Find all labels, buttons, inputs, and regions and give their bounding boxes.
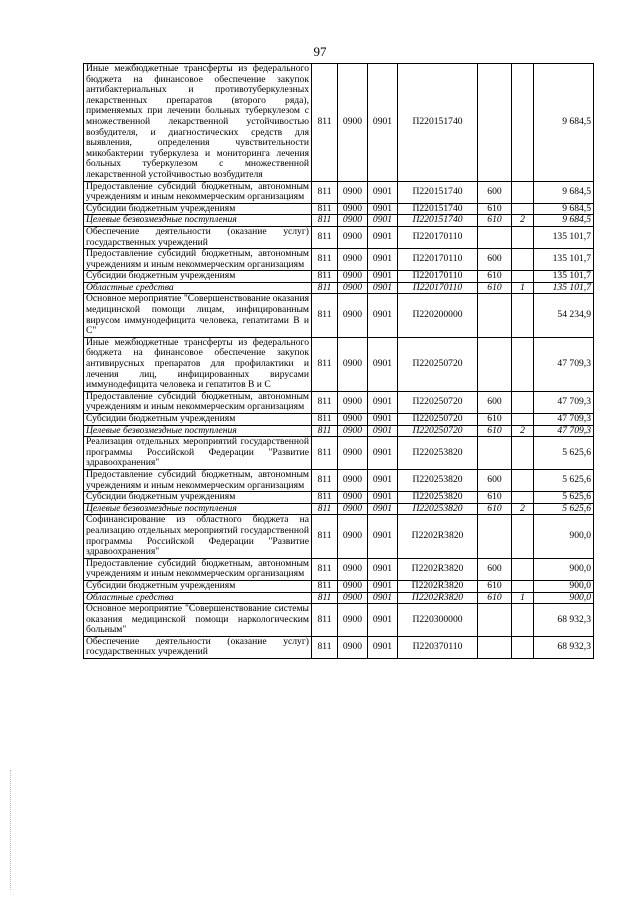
target-article: П220250720 <box>398 425 478 437</box>
subsection-code: 0901 <box>368 337 398 391</box>
amount: 900,0 <box>534 592 594 604</box>
ministry-code: 811 <box>312 337 338 391</box>
subsection-code: 0901 <box>368 215 398 227</box>
target-article: П2202R3820 <box>398 592 478 604</box>
subsection-code: 0901 <box>368 391 398 413</box>
table-body <box>84 64 594 659</box>
expense-type <box>478 604 512 637</box>
subsection-code: 0901 <box>368 181 398 203</box>
subsection-code: 0901 <box>368 515 398 558</box>
ministry-code: 811 <box>312 282 338 294</box>
expense-type: 610 <box>478 580 512 592</box>
table-row <box>84 181 594 203</box>
table-row <box>84 558 594 580</box>
section-code: 0900 <box>338 636 368 658</box>
funding-source <box>512 391 534 413</box>
page-number: 97 <box>313 44 327 59</box>
target-article: П220253820 <box>398 503 478 515</box>
ministry-code: 811 <box>312 271 338 283</box>
expense-type <box>478 337 512 391</box>
funding-source <box>512 604 534 637</box>
amount: 68 932,3 <box>534 636 594 658</box>
ministry-code: 811 <box>312 558 338 580</box>
ministry-code: 811 <box>312 215 338 227</box>
expense-type: 600 <box>478 249 512 271</box>
target-article: П220200000 <box>398 294 478 337</box>
amount: 900,0 <box>534 558 594 580</box>
ministry-code: 811 <box>312 294 338 337</box>
amount: 135 101,7 <box>534 226 594 248</box>
table-row <box>84 592 594 604</box>
table-row <box>84 437 594 470</box>
ministry-code: 811 <box>312 469 338 491</box>
amount: 54 234,9 <box>534 294 594 337</box>
subsection-code: 0901 <box>368 437 398 470</box>
section-code: 0900 <box>338 203 368 215</box>
table-row <box>84 636 594 658</box>
target-article: П220170110 <box>398 271 478 283</box>
ministry-code: 811 <box>312 592 338 604</box>
funding-source <box>512 492 534 504</box>
subsection-code: 0901 <box>368 503 398 515</box>
expense-type: 600 <box>478 391 512 413</box>
amount: 47 709,3 <box>534 425 594 437</box>
row-name: Областные средства <box>84 282 312 294</box>
table-row <box>84 226 594 248</box>
subsection-code: 0901 <box>368 203 398 215</box>
section-code: 0900 <box>338 558 368 580</box>
section-code: 0900 <box>338 181 368 203</box>
funding-source <box>512 337 534 391</box>
row-name: Предоставление субсидий бюджетным, автономным учреждениям и иным некоммерческим организациям <box>84 558 312 580</box>
expense-type <box>478 64 512 182</box>
funding-source <box>512 271 534 283</box>
section-code: 0900 <box>338 391 368 413</box>
target-article: П220151740 <box>398 215 478 227</box>
row-name: Субсидии бюджетным учреждениям <box>84 271 312 283</box>
row-name: Реализация отдельных мероприятий государственной программы Российской Федерации "Развитие здравоохранения" <box>84 437 312 470</box>
funding-source <box>512 636 534 658</box>
table-row <box>84 425 594 437</box>
target-article: П220151740 <box>398 181 478 203</box>
funding-source <box>512 226 534 248</box>
row-name: Субсидии бюджетным учреждениям <box>84 580 312 592</box>
expense-type <box>478 226 512 248</box>
funding-source: 2 <box>512 215 534 227</box>
row-name: Областные средства <box>84 592 312 604</box>
funding-source <box>512 294 534 337</box>
funding-source <box>512 249 534 271</box>
funding-source <box>512 181 534 203</box>
table-row <box>84 271 594 283</box>
table-row <box>84 414 594 426</box>
table-row <box>84 580 594 592</box>
amount: 9 684,5 <box>534 203 594 215</box>
amount: 135 101,7 <box>534 282 594 294</box>
ministry-code: 811 <box>312 391 338 413</box>
target-article: П220170110 <box>398 226 478 248</box>
funding-source <box>512 469 534 491</box>
ministry-code: 811 <box>312 64 338 182</box>
section-code: 0900 <box>338 271 368 283</box>
budget-table <box>83 63 594 659</box>
row-name: Целевые безвозмездные поступления <box>84 425 312 437</box>
table-row <box>84 604 594 637</box>
amount: 9 684,5 <box>534 181 594 203</box>
target-article: П220250720 <box>398 414 478 426</box>
subsection-code: 0901 <box>368 282 398 294</box>
row-name: Софинансирование из областного бюджета на реализацию отдельных мероприятий государственной программы Российской Федерации "Развитие здравоохранения" <box>84 515 312 558</box>
expense-type <box>478 294 512 337</box>
row-name: Субсидии бюджетным учреждениям <box>84 414 312 426</box>
section-code: 0900 <box>338 282 368 294</box>
subsection-code: 0901 <box>368 425 398 437</box>
row-name: Субсидии бюджетным учреждениям <box>84 203 312 215</box>
target-article: П2202R3820 <box>398 558 478 580</box>
amount: 5 625,6 <box>534 492 594 504</box>
target-article: П220170110 <box>398 249 478 271</box>
target-article: П220151740 <box>398 203 478 215</box>
funding-source: 1 <box>512 282 534 294</box>
amount: 9 684,5 <box>534 64 594 182</box>
funding-source: 2 <box>512 503 534 515</box>
funding-source: 1 <box>512 592 534 604</box>
section-code: 0900 <box>338 215 368 227</box>
section-code: 0900 <box>338 503 368 515</box>
expense-type: 610 <box>478 271 512 283</box>
expense-type: 600 <box>478 469 512 491</box>
subsection-code: 0901 <box>368 580 398 592</box>
subsection-code: 0901 <box>368 469 398 491</box>
table-row <box>84 215 594 227</box>
funding-source <box>512 203 534 215</box>
row-name: Основное мероприятие "Совершенствование оказания медицинской помощи лицам, инфицированным вирусом иммунодефицита человека, гепатитами В и С" <box>84 294 312 337</box>
amount: 5 625,6 <box>534 503 594 515</box>
ministry-code: 811 <box>312 604 338 637</box>
amount: 47 709,3 <box>534 391 594 413</box>
expense-type <box>478 636 512 658</box>
target-article: П2202R3820 <box>398 580 478 592</box>
section-code: 0900 <box>338 604 368 637</box>
table-row <box>84 469 594 491</box>
row-name: Целевые безвозмездные поступления <box>84 503 312 515</box>
row-name: Иные межбюджетные трансферты из федерального бюджета на финансовое обеспечение закупок антивирусных препаратов для профилактики и лечения лиц, инфицированных вирусами иммунодефицита человека и гепатитов В и С <box>84 337 312 391</box>
ministry-code: 811 <box>312 249 338 271</box>
target-article: П220370110 <box>398 636 478 658</box>
row-name: Предоставление субсидий бюджетным, автономным учреждениям и иным некоммерческим организациям <box>84 249 312 271</box>
funding-source <box>512 558 534 580</box>
subsection-code: 0901 <box>368 592 398 604</box>
section-code: 0900 <box>338 414 368 426</box>
expense-type: 610 <box>478 414 512 426</box>
target-article: П220253820 <box>398 469 478 491</box>
table-row <box>84 492 594 504</box>
target-article: П2202R3820 <box>398 515 478 558</box>
subsection-code: 0901 <box>368 249 398 271</box>
ministry-code: 811 <box>312 425 338 437</box>
target-article: П220151740 <box>398 64 478 182</box>
table-row <box>84 282 594 294</box>
row-name: Предоставление субсидий бюджетным, автономным учреждениям и иным некоммерческим организациям <box>84 181 312 203</box>
row-name: Иные межбюджетные трансферты из федерального бюджета на финансовое обеспечение закупок антибактериальных и противотуберкулезных лекарственных препаратов (второго ряда), применяемых при лечении больных туберкулезом с множественной лекарственной устойчивостью возбудителя, и диагностических средств для выявления, определения чувствительности микобактерии туберкулеза и мониторинга лечения больных туберкулезом с множественной лекарственной устойчивостью возбудителя <box>84 64 312 182</box>
funding-source <box>512 580 534 592</box>
row-name: Предоставление субсидий бюджетным, автономным учреждениям и иным некоммерческим организациям <box>84 469 312 491</box>
subsection-code: 0901 <box>368 414 398 426</box>
ministry-code: 811 <box>312 515 338 558</box>
ministry-code: 811 <box>312 503 338 515</box>
amount: 68 932,3 <box>534 604 594 637</box>
amount: 135 101,7 <box>534 271 594 283</box>
target-article: П220250720 <box>398 337 478 391</box>
table-row <box>84 294 594 337</box>
row-name: Предоставление субсидий бюджетным, автономным учреждениям и иным некоммерческим организациям <box>84 391 312 413</box>
subsection-code: 0901 <box>368 226 398 248</box>
amount: 135 101,7 <box>534 249 594 271</box>
table-row <box>84 64 594 182</box>
row-name: Целевые безвозмездные поступления <box>84 215 312 227</box>
subsection-code: 0901 <box>368 492 398 504</box>
table-row <box>84 503 594 515</box>
section-code: 0900 <box>338 437 368 470</box>
amount: 47 709,3 <box>534 414 594 426</box>
section-code: 0900 <box>338 580 368 592</box>
subsection-code: 0901 <box>368 604 398 637</box>
funding-source <box>512 437 534 470</box>
section-code: 0900 <box>338 249 368 271</box>
table-row <box>84 249 594 271</box>
expense-type: 610 <box>478 492 512 504</box>
ministry-code: 811 <box>312 226 338 248</box>
row-name: Обеспечение деятельности (оказание услуг) государственных учреждений <box>84 636 312 658</box>
subsection-code: 0901 <box>368 636 398 658</box>
amount: 900,0 <box>534 580 594 592</box>
section-code: 0900 <box>338 226 368 248</box>
target-article: П220253820 <box>398 492 478 504</box>
expense-type <box>478 437 512 470</box>
table-row <box>84 337 594 391</box>
funding-source <box>512 414 534 426</box>
section-code: 0900 <box>338 425 368 437</box>
amount: 5 625,6 <box>534 469 594 491</box>
row-name: Обеспечение деятельности (оказание услуг) государственных учреждений <box>84 226 312 248</box>
target-article: П220250720 <box>398 391 478 413</box>
expense-type: 610 <box>478 203 512 215</box>
subsection-code: 0901 <box>368 558 398 580</box>
expense-type: 610 <box>478 425 512 437</box>
target-article: П220253820 <box>398 437 478 470</box>
ministry-code: 811 <box>312 636 338 658</box>
expense-type: 600 <box>478 181 512 203</box>
funding-source: 2 <box>512 425 534 437</box>
section-code: 0900 <box>338 64 368 182</box>
ministry-code: 811 <box>312 437 338 470</box>
row-name: Основное мероприятие "Совершенствование системы оказания медицинской помощи наркологическим больным" <box>84 604 312 637</box>
margin-mark <box>10 770 12 890</box>
expense-type: 610 <box>478 282 512 294</box>
expense-type: 610 <box>478 503 512 515</box>
subsection-code: 0901 <box>368 271 398 283</box>
ministry-code: 811 <box>312 414 338 426</box>
amount: 47 709,3 <box>534 337 594 391</box>
amount: 9 684,5 <box>534 215 594 227</box>
funding-source <box>512 515 534 558</box>
expense-type <box>478 515 512 558</box>
ministry-code: 811 <box>312 492 338 504</box>
section-code: 0900 <box>338 337 368 391</box>
funding-source <box>512 64 534 182</box>
expense-type: 610 <box>478 215 512 227</box>
section-code: 0900 <box>338 592 368 604</box>
expense-type: 600 <box>478 558 512 580</box>
table-row <box>84 391 594 413</box>
amount: 900,0 <box>534 515 594 558</box>
target-article: П220300000 <box>398 604 478 637</box>
section-code: 0900 <box>338 469 368 491</box>
section-code: 0900 <box>338 294 368 337</box>
target-article: П220170110 <box>398 282 478 294</box>
table-row <box>84 515 594 558</box>
subsection-code: 0901 <box>368 64 398 182</box>
amount: 5 625,6 <box>534 437 594 470</box>
ministry-code: 811 <box>312 203 338 215</box>
section-code: 0900 <box>338 515 368 558</box>
section-code: 0900 <box>338 492 368 504</box>
ministry-code: 811 <box>312 580 338 592</box>
table-row <box>84 203 594 215</box>
row-name: Субсидии бюджетным учреждениям <box>84 492 312 504</box>
subsection-code: 0901 <box>368 294 398 337</box>
ministry-code: 811 <box>312 181 338 203</box>
expense-type: 610 <box>478 592 512 604</box>
